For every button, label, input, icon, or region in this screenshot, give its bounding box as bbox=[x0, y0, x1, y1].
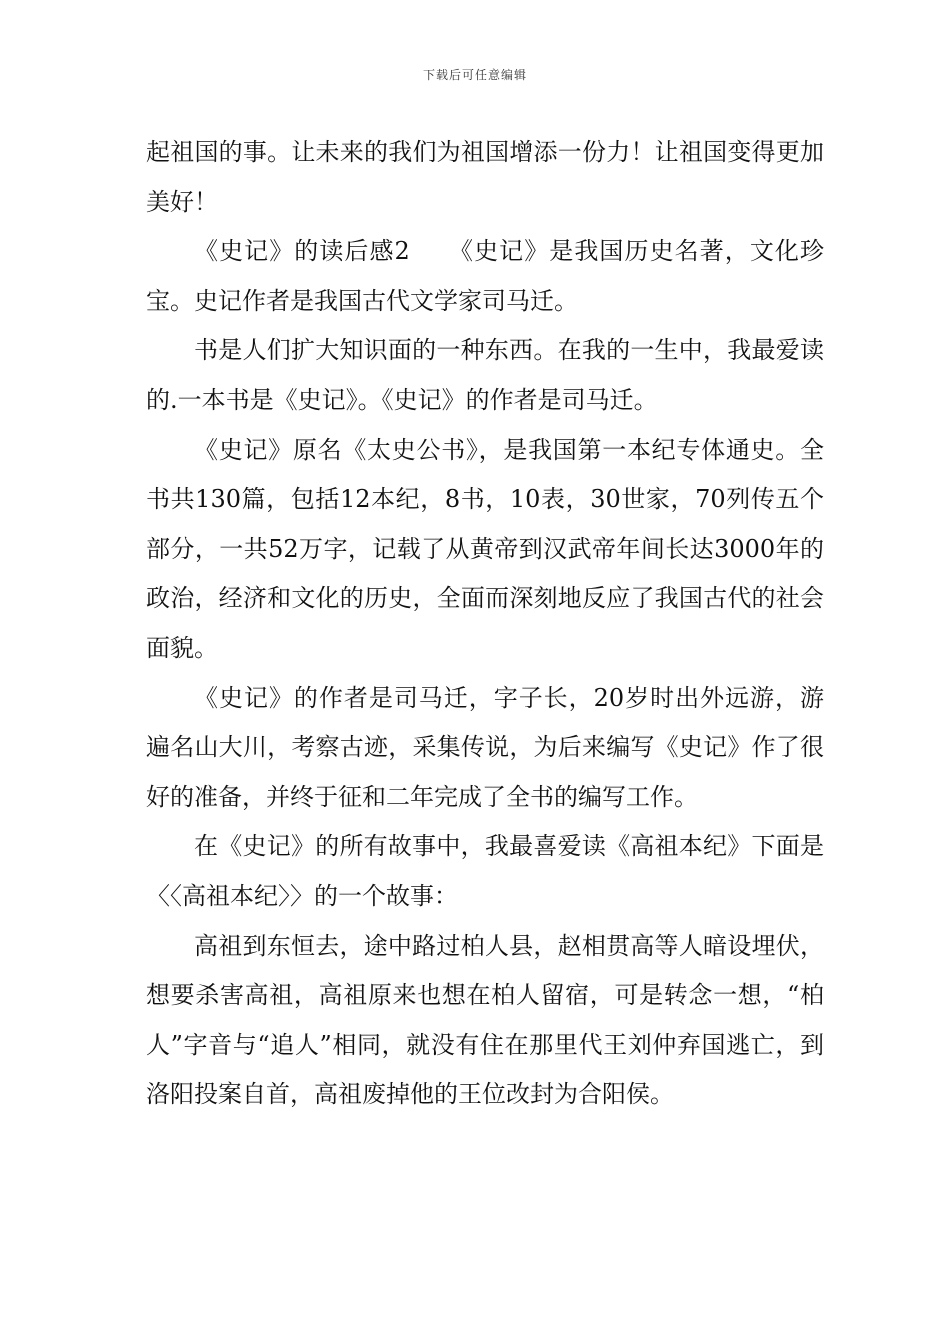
paragraph-author: 《史记》的作者是司马迁，字子长，20岁时出外远游，游遍名山大川，考察古迹，采集传说，为后来编写《史记》作了很好的准备，并终于征和二年完成了全书的编写工作。 bbox=[146, 683, 824, 811]
paragraph-book-overview: 《史记》原名《太史公书》，是我国第一本纪专体通史。全书共130篇，包括12本纪，8书，10表，30世家，70列传五个部分，一共52万字，记载了从黄帝到汉武帝年间长达3000年的政治，经济和文化的历史，全面而深刻地反应了我国古代的社会面貌。 bbox=[146, 435, 824, 662]
paragraph-title-intro: 《史记》的读后感2 《史记》是我国历史名著，文化珍宝。史记作者是我国古代文学家司马迁。 bbox=[146, 237, 824, 315]
paragraph-continuation: 起祖国的事。让未来的我们为祖国增添一份力！让祖国变得更加美好！ bbox=[146, 138, 824, 216]
paragraph-story: 高祖到东恒去，途中路过柏人县，赵相贯高等人暗设埋伏，想要杀害高祖，高祖原来也想在柏人留宿，可是转念一想，“柏人”字音与“追人”相同，就没有住在那里代王刘仲弃国逃亡，到洛阳投案自首，高祖废掉他的王位改封为合阳侯。 bbox=[146, 931, 824, 1109]
page-header: 下载后可任意编辑 bbox=[422, 68, 527, 82]
paragraph-favorite-story: 在《史记》的所有故事中，我最喜爱读《高祖本纪》下面是〈〈高祖本纪〉〉的一个故事： bbox=[146, 832, 824, 910]
article-body bbox=[146, 128, 824, 1120]
paragraph-favorite-book: 书是人们扩大知识面的一种东西。在我的一生中，我最爱读的.一本书是《史记》。《史记》的作者是司马迁。 bbox=[146, 336, 824, 414]
